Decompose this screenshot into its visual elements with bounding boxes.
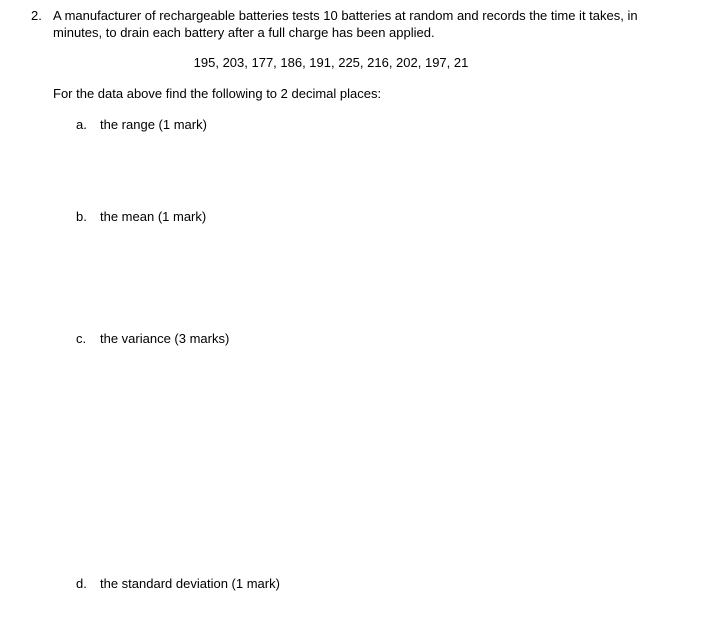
part-c-text: the variance (3 marks) <box>100 331 230 346</box>
part-a-text: the range (1 mark) <box>100 117 207 132</box>
data-values: 195, 203, 177, 186, 191, 225, 216, 202, 197, 21 <box>193 55 469 70</box>
part-a-letter: a. <box>76 117 87 132</box>
part-b-text: the mean (1 mark) <box>100 209 207 224</box>
question-number: 2. <box>31 8 42 23</box>
part-d-text: the standard deviation (1 mark) <box>100 576 280 591</box>
part-b-letter: b. <box>76 209 87 224</box>
part-c-letter: c. <box>76 331 87 346</box>
question-stem-line-2: minutes, to drain each battery after a full charge has been applied. <box>53 25 435 40</box>
question-stem-line-1: A manufacturer of rechargeable batteries tests 10 batteries at random and records the time it takes, in <box>53 8 638 23</box>
instruction-text: For the data above find the following to 2 decimal places: <box>53 86 382 101</box>
part-d-letter: d. <box>76 576 87 591</box>
